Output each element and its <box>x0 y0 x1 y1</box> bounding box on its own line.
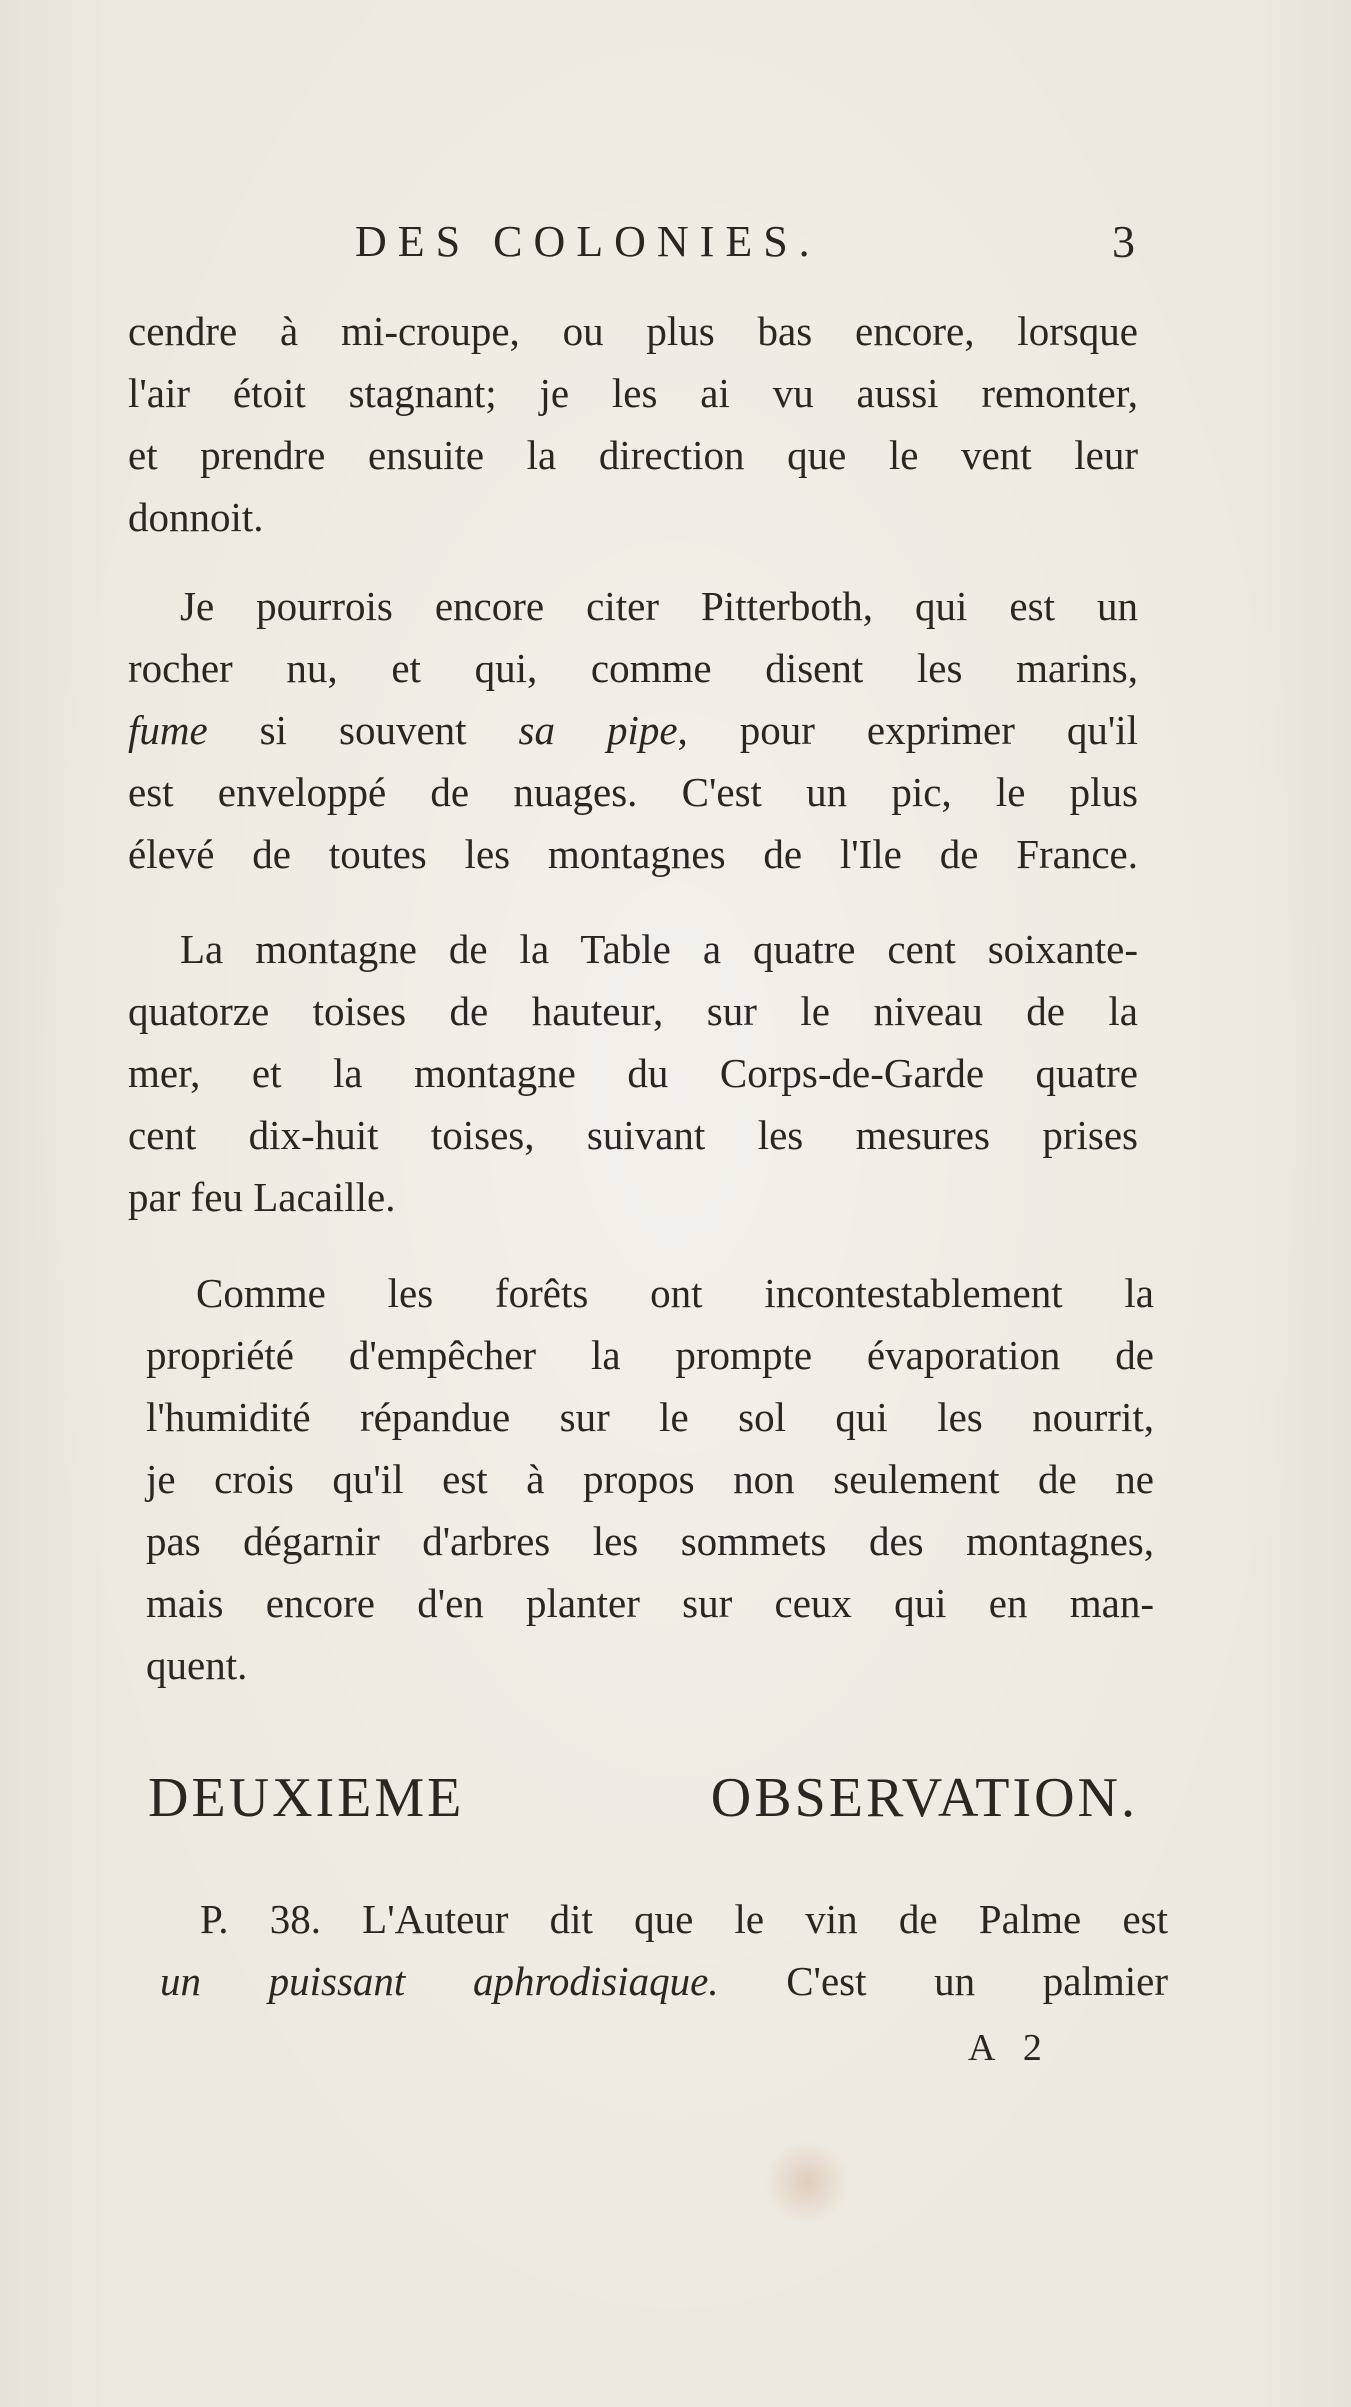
text-segment: , pour exprimer qu'il <box>677 707 1138 753</box>
text-line: cent dix-huit toises, suivant les mesures prises <box>128 1112 1138 1158</box>
text-line: Comme les forêts ont incontestablement la <box>196 1270 1154 1316</box>
text-segment: C'est un palmier <box>718 1958 1168 2004</box>
paper-stain <box>762 2142 852 2222</box>
text-segment: si souvent <box>207 707 519 753</box>
text-line: La montagne de la Table a quatre cent soixante- <box>180 926 1138 972</box>
text-line: par feu Lacaille. <box>128 1174 396 1220</box>
text-line: donnoit. <box>128 494 264 540</box>
text-line: élevé de toutes les montagnes de l'Ile de France. <box>128 831 1138 877</box>
italic-phrase: un puissant aphrodisiaque. <box>160 1958 719 2004</box>
page-number: 3 <box>1112 216 1135 267</box>
text-line-fume <box>128 699 1138 761</box>
text-line: est enveloppé de nuages. C'est un pic, le plus <box>128 769 1138 815</box>
text-line: cendre à mi-croupe, ou plus bas encore, lorsque <box>128 308 1138 354</box>
text-line: l'air étoit stagnant; je les ai vu aussi remonter, <box>128 370 1138 416</box>
running-head <box>355 212 1135 272</box>
text-line: rocher nu, et qui, comme disent les marins, <box>128 645 1138 691</box>
text-line: l'humidité répandue sur le sol qui les nourrit, <box>146 1394 1154 1440</box>
text-line: pas dégarnir d'arbres les sommets des montagnes, <box>146 1518 1154 1564</box>
italic-phrase: sa pipe <box>518 707 678 753</box>
italic-word: fume <box>128 707 208 753</box>
text-line: mais encore d'en planter sur ceux qui en man- <box>146 1580 1154 1626</box>
text-line: je crois qu'il est à propos non seulement de ne <box>146 1456 1154 1502</box>
text-line: et prendre ensuite la direction que le vent leur <box>128 432 1138 478</box>
text-line: Je pourrois encore citer Pitterboth, qui est un <box>180 583 1138 629</box>
running-title: DES COLONIES. <box>355 217 821 266</box>
section-heading: DEUXIEME OBSERVATION. <box>148 1767 1138 1829</box>
signature-mark: A 2 <box>968 2027 1052 2069</box>
text-line: quent. <box>146 1642 248 1688</box>
text-line: quatorze toises de hauteur, sur le niveau de la <box>128 988 1138 1034</box>
text-line: propriété d'empêcher la prompte évaporation de <box>146 1332 1154 1378</box>
text-line: mer, et la montagne du Corps-de-Garde quatre <box>128 1050 1138 1096</box>
text-line-italic <box>160 1950 1168 2012</box>
text-line: P. 38. L'Auteur dit que le vin de Palme est <box>200 1896 1168 1942</box>
